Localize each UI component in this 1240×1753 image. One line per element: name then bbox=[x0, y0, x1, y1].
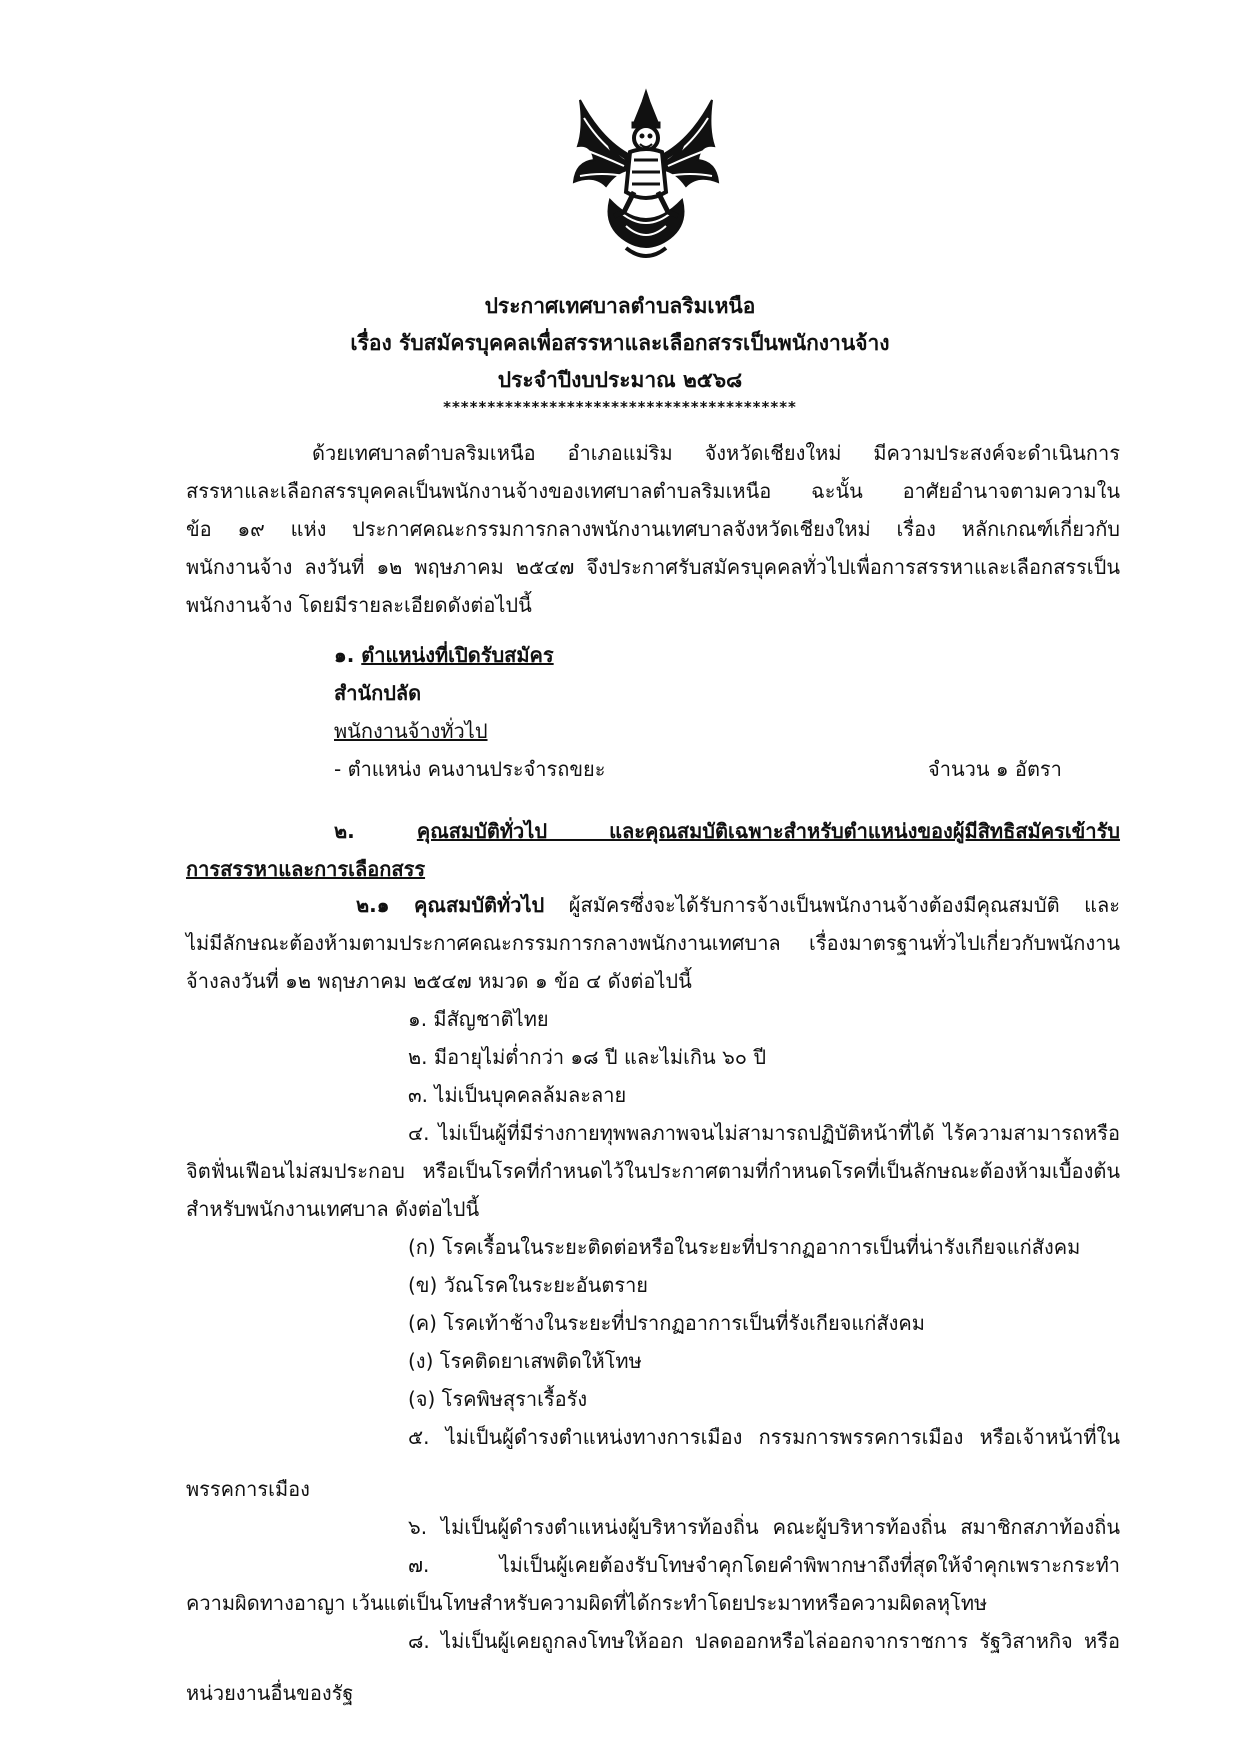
qualification-item: ๓. ไม่เป็นบุคคลล้มละลาย bbox=[408, 1083, 627, 1107]
intro-line: พนักงานจ้าง ลงวันที่ ๑๒ พฤษภาคม ๒๕๔๗ จึงประกาศรับสมัครบุคคลทั่วไปเพื่อการสรรหาและเลือกสรรเป็น bbox=[186, 555, 1120, 579]
section2-title-continued: การสรรหาและการเลือกสรร bbox=[186, 857, 426, 881]
disease-item: (ข) วัณโรคในระยะอันตราย bbox=[408, 1273, 649, 1297]
department-name: สำนักปลัด bbox=[334, 681, 422, 705]
qualification-item-continued: สำหรับพนักงานเทศบาล ดังต่อไปนี้ bbox=[186, 1197, 480, 1221]
section2-1-text-line: ไม่มีลักษณะต้องห้ามตามประกาศคณะกรรมการกลางพนักงานเทศบาล เรื่องมาตรฐานทั่วไปเกี่ยวกับพนักงาน bbox=[186, 931, 1120, 955]
section2-1-number: ๒.๑ bbox=[356, 893, 390, 917]
announcement-subject: เรื่อง รับสมัครบุคคลเพื่อสรรหาและเลือกสรรเป็นพนักงานจ้าง bbox=[350, 331, 890, 355]
section2-1-title: คุณสมบัติทั่วไป bbox=[414, 893, 545, 917]
section2-number: ๒. bbox=[334, 819, 355, 843]
qualification-item: ๖. ไม่เป็นผู้ดำรงตำแหน่งผู้บริหารท้องถิ่น คณะผู้บริหารท้องถิ่น สมาชิกสภาท้องถิ่น bbox=[408, 1515, 1120, 1539]
section1-title: ตำแหน่งที่เปิดรับสมัคร bbox=[361, 643, 554, 667]
section2-1-text-line: จ้างลงวันที่ ๑๒ พฤษภาคม ๒๕๔๗ หมวด ๑ ข้อ ๔ ดังต่อไปนี้ bbox=[186, 969, 692, 993]
disease-item: (จ) โรคพิษสุราเรื้อรัง bbox=[408, 1387, 588, 1411]
garuda-emblem-icon bbox=[570, 88, 722, 264]
announcement-title: ประกาศเทศบาลตำบลริมเหนือ bbox=[484, 294, 756, 318]
qualification-item: ๕. ไม่เป็นผู้ดำรงตำแหน่งทางการเมือง กรรมการพรรคการเมือง หรือเจ้าหน้าที่ใน bbox=[408, 1425, 1120, 1449]
qualification-item: ๑. มีสัญชาติไทย bbox=[408, 1007, 549, 1031]
qualification-item-continued: จิตฟั่นเฟือนไม่สมประกอบ หรือเป็นโรคที่กำหนดไว้ในประกาศตามที่กำหนดโรคที่เป็นลักษณะต้องห้ามเบื้องต้น bbox=[186, 1159, 1120, 1183]
intro-line: สรรหาและเลือกสรรบุคคลเป็นพนักงานจ้างของเทศบาลตำบลริมเหนือ ฉะนั้น อาศัยอำนาจตามความใน bbox=[186, 479, 1120, 503]
qualification-item-continued: ความผิดทางอาญา เว้นแต่เป็นโทษสำหรับความผิดที่ได้กระทำโดยประมาทหรือความผิดลหุโทษ bbox=[186, 1591, 988, 1615]
position-name: - ตำแหน่ง คนงานประจำรถขยะ bbox=[334, 757, 606, 781]
qualification-item: ๗. ไม่เป็นผู้เคยต้องรับโทษจำคุกโดยคำพิพากษาถึงที่สุดให้จำคุกเพราะกระทำ bbox=[408, 1553, 1120, 1577]
position-quota: จำนวน ๑ อัตรา bbox=[928, 757, 1062, 781]
qualification-item-continued: หน่วยงานอื่นของรัฐ bbox=[186, 1681, 354, 1705]
section2-1-line bbox=[356, 892, 1120, 918]
qualification-item: ๔. ไม่เป็นผู้ที่มีร่างกายทุพพลภาพจนไม่สามารถปฏิบัติหน้าที่ได้ ไร้ความสามารถหรือ bbox=[408, 1121, 1120, 1145]
section2-heading bbox=[334, 818, 1120, 844]
section1-heading bbox=[334, 642, 554, 668]
fiscal-year: ประจำปีงบประมาณ ๒๕๖๘ bbox=[497, 368, 743, 392]
qualification-item: ๘. ไม่เป็นผู้เคยถูกลงโทษให้ออก ปลดออกหรือไล่ออกจากราชการ รัฐวิสาหกิจ หรือ bbox=[408, 1629, 1120, 1653]
qualification-item-continued: พรรคการเมือง bbox=[186, 1477, 310, 1501]
qualification-item: ๒. มีอายุไม่ต่ำกว่า ๑๘ ปี และไม่เกิน ๖๐ ปี bbox=[408, 1045, 767, 1069]
section2-title: คุณสมบัติทั่วไป และคุณสมบัติเฉพาะสำหรับตำแหน่งของผู้มีสิทธิสมัครเข้ารับ bbox=[416, 819, 1121, 843]
section1-number: ๑. bbox=[334, 643, 355, 667]
employee-type: พนักงานจ้างทั่วไป bbox=[334, 719, 488, 743]
separator-line: **************************************** bbox=[443, 398, 797, 416]
intro-line: ด้วยเทศบาลตำบลริมเหนือ อำเภอแม่ริม จังหวัดเชียงใหม่ มีความประสงค์จะดำเนินการ bbox=[312, 441, 1120, 465]
intro-line: พนักงานจ้าง โดยมีรายละเอียดดังต่อไปนี้ bbox=[186, 593, 532, 617]
disease-item: (ค) โรคเท้าช้างในระยะที่ปรากฏอาการเป็นที่รังเกียจแก่สังคม bbox=[408, 1311, 925, 1335]
disease-item: (ก) โรคเรื้อนในระยะติดต่อหรือในระยะที่ปรากฏอาการเป็นที่น่ารังเกียจแก่สังคม bbox=[408, 1235, 1081, 1259]
intro-line: ข้อ ๑๙ แห่ง ประกาศคณะกรรมการกลางพนักงานเทศบาลจังหวัดเชียงใหม่ เรื่อง หลักเกณฑ์เกี่ยวกับ bbox=[186, 517, 1120, 541]
section2-1-text: ผู้สมัครซึ่งจะได้รับการจ้างเป็นพนักงานจ้างต้องมีคุณสมบัติ และ bbox=[568, 893, 1121, 917]
disease-item: (ง) โรคติดยาเสพติดให้โทษ bbox=[408, 1349, 642, 1373]
